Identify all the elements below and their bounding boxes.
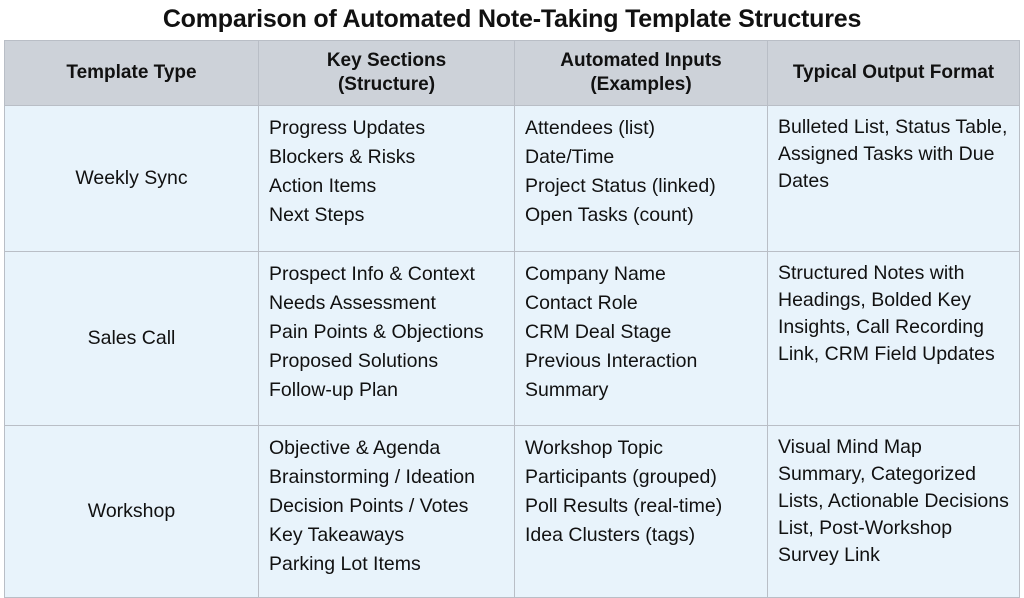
- list-item: Date/Time: [525, 146, 615, 168]
- list-item: Poll Results (real-time): [525, 495, 723, 517]
- list-item: Idea Clusters (tags): [525, 524, 696, 546]
- list-item: Previous Interaction: [525, 350, 698, 372]
- output-format-text: Bulleted List, Status Table, Assigned Tasks with Due Dates: [778, 116, 1008, 192]
- header-template-type: [5, 41, 259, 106]
- list-item: CRM Deal Stage: [525, 321, 672, 343]
- output-format-cell: [768, 106, 1020, 252]
- list-item: Blockers & Risks: [269, 146, 416, 168]
- automated-inputs-cell: [515, 106, 768, 252]
- header-line: (Examples): [590, 74, 692, 95]
- list-item: Needs Assessment: [269, 292, 436, 314]
- list-item: Summary: [525, 379, 609, 401]
- output-format-text: Structured Notes with Headings, Bolded Key Insights, Call Recording Link, CRM Field Updates: [778, 262, 995, 365]
- page-title: Comparison of Automated Note-Taking Template Structures: [162, 5, 862, 33]
- list-item: Participants (grouped): [525, 466, 717, 488]
- list-item: Brainstorming / Ideation: [269, 466, 475, 488]
- header-line: Typical Output Format: [792, 62, 995, 83]
- key-sections-cell: [259, 252, 515, 426]
- list-item: Prospect Info & Context: [269, 263, 475, 285]
- header-line: (Structure): [337, 74, 436, 95]
- list-item: Workshop Topic: [525, 437, 664, 459]
- header-line: Automated Inputs: [560, 50, 722, 71]
- list-item: Decision Points / Votes: [269, 495, 469, 517]
- template-type-cell: Weekly Sync: [5, 106, 259, 252]
- list-item: Objective & Agenda: [269, 437, 441, 459]
- list-item: Project Status (linked): [525, 175, 716, 197]
- header-row: [5, 41, 1020, 106]
- list-item: Proposed Solutions: [269, 350, 439, 372]
- list-item: Attendees (list): [525, 117, 656, 139]
- list-item: Company Name: [525, 263, 666, 285]
- comparison-table: [4, 40, 1020, 598]
- template-type-cell: Sales Call: [5, 252, 259, 426]
- table-row: [5, 106, 1020, 252]
- list-item: Contact Role: [525, 292, 638, 314]
- header-output-format: [768, 41, 1020, 106]
- header-line: Key Sections: [326, 50, 447, 71]
- output-format-text: Visual Mind Map Summary, Categorized Lists, Actionable Decisions List, Post-Workshop Survey Link: [778, 436, 1009, 566]
- automated-inputs-cell: [515, 426, 768, 598]
- output-format-cell: [768, 252, 1020, 426]
- list-item: Parking Lot Items: [269, 553, 421, 575]
- list-item: Pain Points & Objections: [269, 321, 484, 343]
- list-item: Next Steps: [269, 204, 365, 226]
- automated-inputs-cell: [515, 252, 768, 426]
- template-type-cell: Workshop: [5, 426, 259, 598]
- list-item: Open Tasks (count): [525, 204, 694, 226]
- output-format-cell: [768, 426, 1020, 598]
- list-item: Follow-up Plan: [269, 379, 398, 401]
- header-key-sections: [259, 41, 515, 106]
- list-item: Action Items: [269, 175, 377, 197]
- key-sections-cell: [259, 106, 515, 252]
- header-automated-inputs: [515, 41, 768, 106]
- header-line: Template Type: [66, 62, 197, 83]
- list-item: Key Takeaways: [269, 524, 405, 546]
- table-row: [5, 252, 1020, 426]
- list-item: Progress Updates: [269, 117, 426, 139]
- key-sections-cell: [259, 426, 515, 598]
- table-row: [5, 426, 1020, 598]
